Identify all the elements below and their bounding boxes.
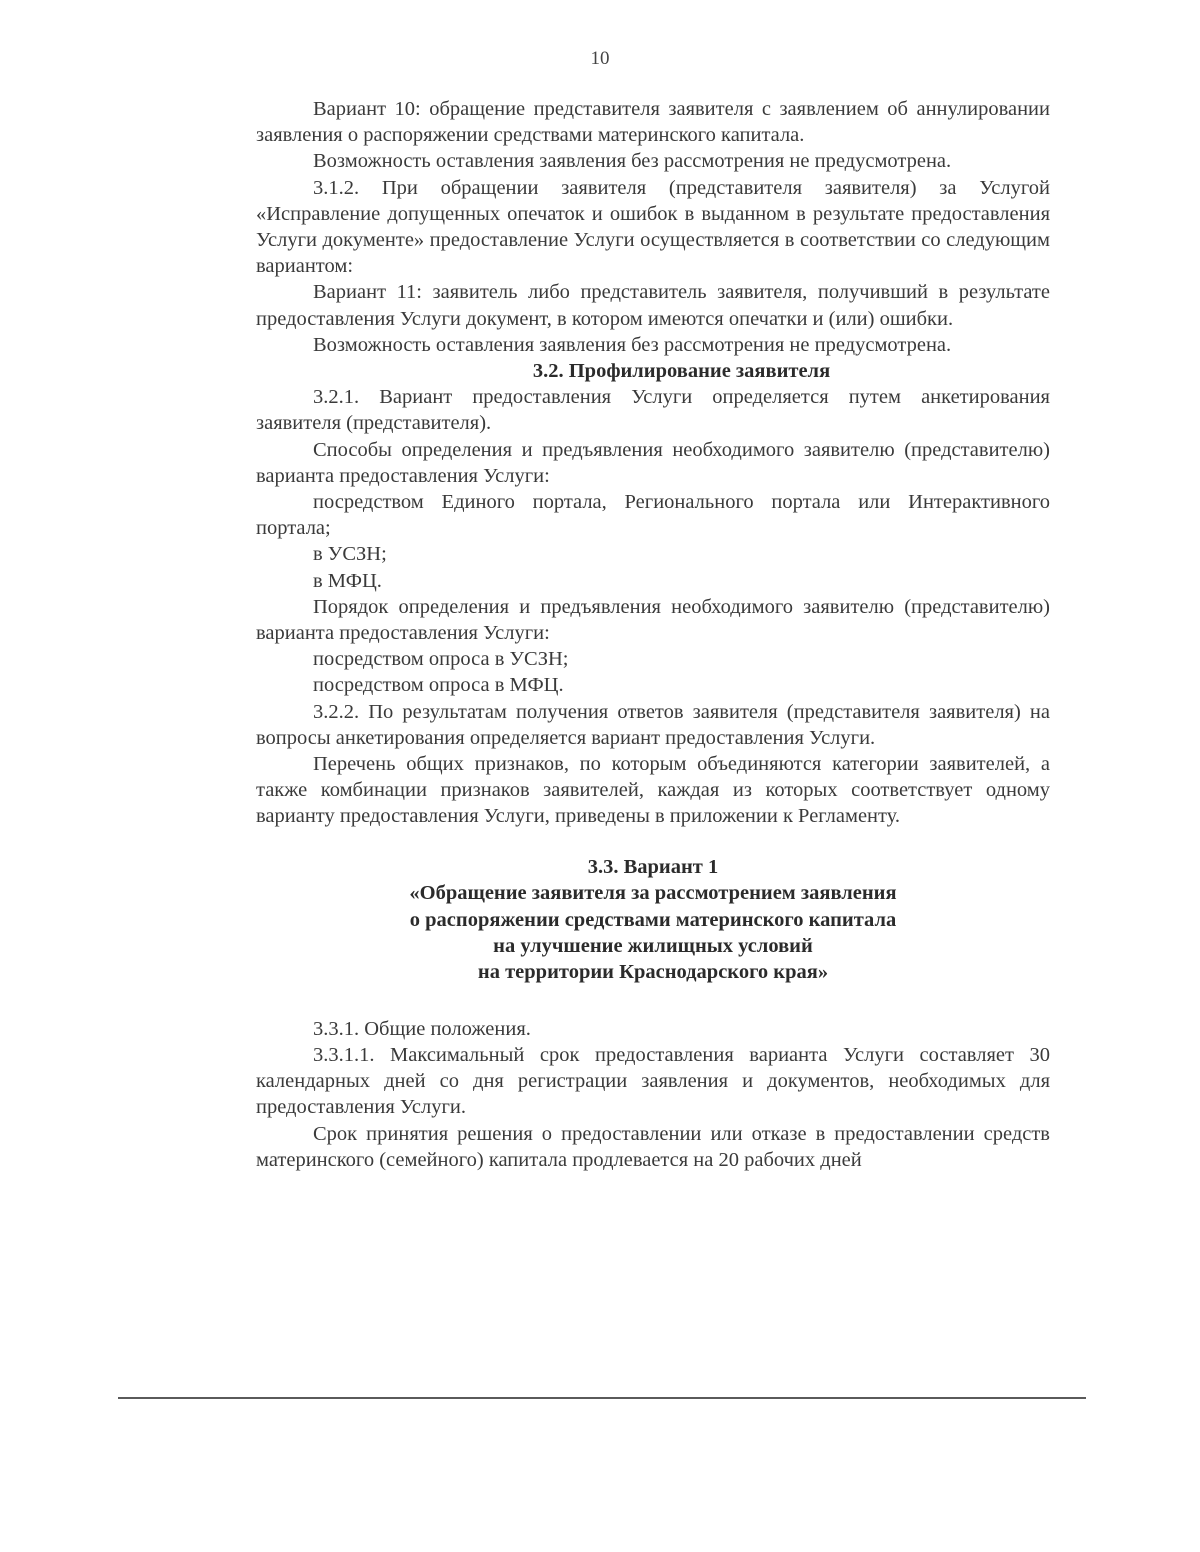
list-item-mfc: в МФЦ.	[313, 569, 382, 592]
heading-3-3-line-5: на территории Краснодарского края»	[477, 961, 829, 984]
heading-3-3-line-3: о распоряжении средствами материнского капитала	[409, 908, 897, 931]
footer-divider	[118, 1397, 1086, 1399]
paragraph-methods: Способы определения и предъявления необходимого заявителю (представителю) варианта предоставления Услуги:	[256, 438, 1050, 487]
paragraph-variant-11: Вариант 11: заявитель либо представитель заявителя, получивший в результате предоставления Услуги документ, в котором имеются опечатки и (или) ошибки.	[256, 281, 1050, 330]
paragraph-3-3-1-1: 3.3.1.1. Максимальный срок предоставления варианта Услуги составляет 30 календарных дней со дня регистрации заявления и документов, необходимых для предоставления Услуги.	[256, 1043, 1050, 1119]
paragraph-no-leave-2: Возможность оставления заявления без рассмотрения не предусмотрена.	[313, 333, 952, 356]
paragraph-variant-10: Вариант 10: обращение представителя заявителя с заявлением об аннулировании заявления о распоряжении средствами материнского капитала.	[256, 98, 1050, 147]
section-heading-3-2: 3.2. Профилирование заявителя	[532, 360, 831, 383]
paragraph-3-3-1: 3.3.1. Общие положения.	[313, 1017, 531, 1040]
paragraph-3-1-2: 3.1.2. При обращении заявителя (представителя заявителя) за Услугой «Исправление допущенных опечаток и ошибок в выданном в результате предоставления Услуги документе» предоставление Услуги осуществляется в соответствии со следующим вариантом:	[256, 176, 1050, 278]
heading-3-3-line-2: «Обращение заявителя за рассмотрением заявления	[409, 882, 897, 905]
heading-3-3-line-4: на улучшение жилищных условий	[493, 934, 813, 957]
document-body	[256, 96, 1050, 1173]
paragraph-3-2-1: 3.2.1. Вариант предоставления Услуги определяется путем анкетирования заявителя (представителя).	[256, 386, 1050, 435]
paragraph-no-leave-1: Возможность оставления заявления без рассмотрения не предусмотрена.	[313, 150, 952, 173]
page-number: 10	[590, 48, 610, 69]
list-item-survey-uszn: посредством опроса в УСЗН;	[313, 648, 569, 671]
list-item-portal: посредством Единого портала, Регионального портала или Интерактивного портала;	[256, 491, 1050, 540]
list-item-survey-mfc: посредством опроса в МФЦ.	[313, 674, 564, 697]
list-item-uszn: в УСЗН;	[313, 543, 387, 566]
paragraph-criteria-list: Перечень общих признаков, по которым объединяются категории заявителей, а также комбинации признаков заявителей, каждая из которых соответствует одному варианту предоставления Услуги, приведены в приложении к Регламенту.	[256, 753, 1050, 828]
paragraph-decision-term: Срок принятия решения о предоставлении или отказе в предоставлении средств материнского (семейного) капитала продлевается на 20 рабочих дней	[256, 1122, 1050, 1171]
paragraph-3-2-2: 3.2.2. По результатам получения ответов заявителя (представителя заявителя) на вопросы анкетирования определяется вариант предоставления Услуги.	[256, 700, 1050, 749]
section-heading-3-3	[256, 854, 1050, 986]
paragraph-procedure: Порядок определения и предъявления необходимого заявителю (представителю) варианта предоставления Услуги:	[256, 595, 1050, 645]
heading-3-3-line-1: 3.3. Вариант 1	[587, 855, 719, 878]
